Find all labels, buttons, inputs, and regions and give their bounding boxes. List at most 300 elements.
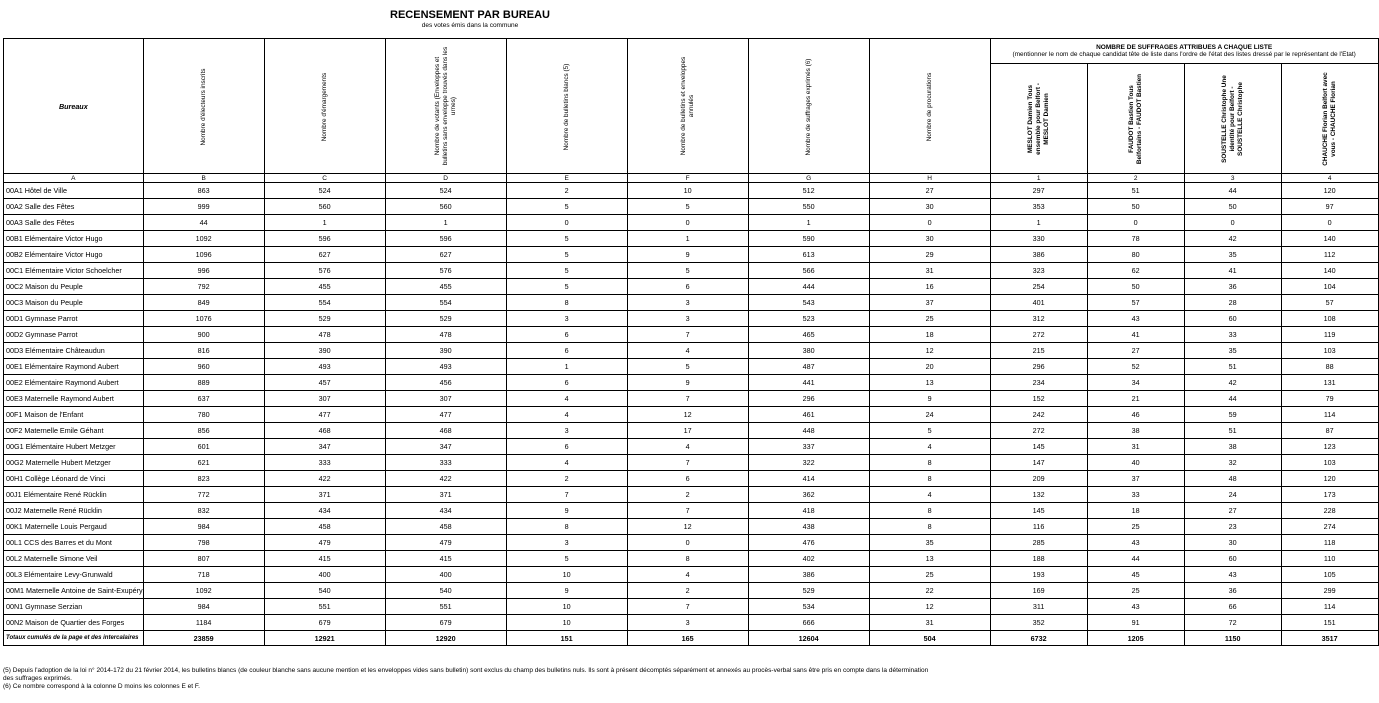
total-value: 12920 [385, 631, 506, 646]
cell-value: 41 [1087, 327, 1184, 343]
cell-value: 32 [1184, 455, 1281, 471]
cell-value: 234 [990, 375, 1087, 391]
cell-value: 352 [990, 615, 1087, 631]
total-value: 12921 [264, 631, 385, 646]
total-value: 12604 [748, 631, 869, 646]
cell-value: 114 [1281, 599, 1378, 615]
cell-value: 25 [869, 567, 990, 583]
cell-value: 402 [748, 551, 869, 567]
cell-value: 438 [748, 519, 869, 535]
cell-value: 832 [143, 503, 264, 519]
cell-value: 418 [748, 503, 869, 519]
cell-value: 540 [264, 583, 385, 599]
cell-value: 401 [990, 295, 1087, 311]
bureau-name: 00M1 Maternelle Antoine de Saint-Exupéry [4, 583, 144, 599]
cell-value: 415 [385, 551, 506, 567]
bureau-name: 00G2 Maternelle Hubert Metzger [4, 455, 144, 471]
cell-value: 529 [385, 311, 506, 327]
cell-value: 554 [264, 295, 385, 311]
column-letter: 2 [1087, 174, 1184, 183]
cell-value: 44 [1184, 391, 1281, 407]
cell-value: 60 [1184, 311, 1281, 327]
cell-value: 110 [1281, 551, 1378, 567]
cell-value: 43 [1087, 311, 1184, 327]
cell-value: 1 [990, 215, 1087, 231]
cell-value: 601 [143, 439, 264, 455]
total-value: 504 [869, 631, 990, 646]
cell-value: 188 [990, 551, 1087, 567]
cell-value: 8 [869, 471, 990, 487]
bureau-name: 00D1 Gymnase Parrot [4, 311, 144, 327]
cell-value: 43 [1087, 599, 1184, 615]
cell-value: 347 [385, 439, 506, 455]
cell-value: 1076 [143, 311, 264, 327]
total-label: Totaux cumulés de la page et des intercalaires [4, 631, 144, 646]
cell-value: 960 [143, 359, 264, 375]
cell-value: 512 [748, 183, 869, 199]
cell-value: 50 [1184, 199, 1281, 215]
cell-value: 12 [869, 599, 990, 615]
cell-value: 457 [264, 375, 385, 391]
cell-value: 371 [385, 487, 506, 503]
cell-value: 140 [1281, 263, 1378, 279]
cell-value: 468 [264, 423, 385, 439]
cell-value: 1092 [143, 231, 264, 247]
total-value: 1150 [1184, 631, 1281, 646]
cell-value: 5 [506, 551, 627, 567]
bureau-name: 00H1 Collège Léonard de Vinci [4, 471, 144, 487]
cell-value: 627 [264, 247, 385, 263]
bureau-name: 00L2 Maternelle Simone Veil [4, 551, 144, 567]
cell-value: 228 [1281, 503, 1378, 519]
cell-value: 30 [869, 199, 990, 215]
cell-value: 272 [990, 327, 1087, 343]
cell-value: 123 [1281, 439, 1378, 455]
cell-value: 414 [748, 471, 869, 487]
cell-value: 534 [748, 599, 869, 615]
cell-value: 823 [143, 471, 264, 487]
cell-value: 6 [627, 471, 748, 487]
cell-value: 120 [1281, 471, 1378, 487]
cell-value: 390 [385, 343, 506, 359]
cell-value: 323 [990, 263, 1087, 279]
cell-value: 524 [385, 183, 506, 199]
bureau-name: 00A1 Hôtel de Ville [4, 183, 144, 199]
cell-value: 10 [506, 615, 627, 631]
cell-value: 37 [1087, 471, 1184, 487]
cell-value: 272 [990, 423, 1087, 439]
cell-value: 8 [869, 455, 990, 471]
bureau-name: 00F2 Maternelle Emile Géhant [4, 423, 144, 439]
cell-value: 386 [990, 247, 1087, 263]
cell-value: 44 [1184, 183, 1281, 199]
cell-value: 362 [748, 487, 869, 503]
total-value: 165 [627, 631, 748, 646]
cell-value: 10 [627, 183, 748, 199]
cell-value: 863 [143, 183, 264, 199]
cell-value: 140 [1281, 231, 1378, 247]
cell-value: 679 [264, 615, 385, 631]
cell-value: 4 [506, 407, 627, 423]
lists-title: NOMBRE DE SUFFRAGES ATTRIBUES A CHAQUE LISTE [1096, 44, 1273, 52]
cell-value: 448 [748, 423, 869, 439]
table-row [4, 295, 1379, 311]
footnotes [3, 667, 933, 691]
cell-value: 560 [264, 199, 385, 215]
cell-value: 596 [385, 231, 506, 247]
cell-value: 131 [1281, 375, 1378, 391]
cell-value: 87 [1281, 423, 1378, 439]
cell-value: 38 [1184, 439, 1281, 455]
cell-value: 30 [1184, 535, 1281, 551]
cell-value: 422 [264, 471, 385, 487]
cell-value: 91 [1087, 615, 1184, 631]
document-subtitle: des votes émis dans la commune [421, 22, 519, 29]
cell-value: 0 [627, 215, 748, 231]
cell-value: 422 [385, 471, 506, 487]
cell-value: 120 [1281, 183, 1378, 199]
cell-value: 147 [990, 455, 1087, 471]
cell-value: 718 [143, 567, 264, 583]
total-value: 3517 [1281, 631, 1378, 646]
cell-value: 3 [506, 311, 627, 327]
cell-value: 1 [385, 215, 506, 231]
cell-value: 43 [1184, 567, 1281, 583]
cell-value: 780 [143, 407, 264, 423]
column-letter: A [4, 174, 144, 183]
cell-value: 145 [990, 503, 1087, 519]
cell-value: 576 [385, 263, 506, 279]
cell-value: 4 [627, 439, 748, 455]
cell-value: 3 [627, 295, 748, 311]
cell-value: 9 [506, 503, 627, 519]
cell-value: 299 [1281, 583, 1378, 599]
cell-value: 13 [869, 551, 990, 567]
bureau-name: 00J1 Elémentaire René Rücklin [4, 487, 144, 503]
cell-value: 996 [143, 263, 264, 279]
bureaux-header: Bureaux [4, 39, 144, 174]
cell-value: 5 [627, 263, 748, 279]
cell-value: 30 [869, 231, 990, 247]
cell-value: 51 [1184, 423, 1281, 439]
col-header-inscrits: Nombre d'électeurs inscrits [143, 39, 264, 174]
cell-value: 3 [506, 535, 627, 551]
cell-value: 5 [506, 247, 627, 263]
table-row [4, 487, 1379, 503]
cell-value: 798 [143, 535, 264, 551]
cell-value: 307 [264, 391, 385, 407]
column-letter: B [143, 174, 264, 183]
cell-value: 42 [1184, 231, 1281, 247]
cell-value: 566 [748, 263, 869, 279]
cell-value: 353 [990, 199, 1087, 215]
cell-value: 400 [385, 567, 506, 583]
table-row [4, 439, 1379, 455]
cell-value: 59 [1184, 407, 1281, 423]
cell-value: 21 [1087, 391, 1184, 407]
table-row [4, 551, 1379, 567]
cell-value: 169 [990, 583, 1087, 599]
bureau-name: 00D3 Elémentaire Châteaudun [4, 343, 144, 359]
cell-value: 6 [506, 343, 627, 359]
cell-value: 551 [385, 599, 506, 615]
cell-value: 132 [990, 487, 1087, 503]
table-row [4, 503, 1379, 519]
cell-value: 666 [748, 615, 869, 631]
cell-value: 0 [1184, 215, 1281, 231]
cell-value: 5 [506, 263, 627, 279]
bureau-name: 00D2 Gymnase Parrot [4, 327, 144, 343]
cell-value: 2 [506, 183, 627, 199]
total-value: 23859 [143, 631, 264, 646]
cell-value: 816 [143, 343, 264, 359]
cell-value: 80 [1087, 247, 1184, 263]
total-value: 1205 [1087, 631, 1184, 646]
cell-value: 400 [264, 567, 385, 583]
cell-value: 529 [748, 583, 869, 599]
column-letter: 3 [1184, 174, 1281, 183]
cell-value: 45 [1087, 567, 1184, 583]
cell-value: 62 [1087, 263, 1184, 279]
cell-value: 1 [627, 231, 748, 247]
cell-value: 0 [627, 535, 748, 551]
bureau-name: 00L3 Elémentaire Levy-Grunwald [4, 567, 144, 583]
cell-value: 478 [385, 327, 506, 343]
column-letter: C [264, 174, 385, 183]
cell-value: 3 [506, 423, 627, 439]
cell-value: 455 [264, 279, 385, 295]
cell-value: 1184 [143, 615, 264, 631]
cell-value: 6 [506, 375, 627, 391]
column-letter: F [627, 174, 748, 183]
cell-value: 7 [627, 599, 748, 615]
cell-value: 34 [1087, 375, 1184, 391]
cell-value: 8 [506, 519, 627, 535]
cell-value: 5 [506, 199, 627, 215]
col-header-blancs: Nombre de bulletins blancs (5) [506, 39, 627, 174]
cell-value: 296 [990, 359, 1087, 375]
cell-value: 5 [506, 231, 627, 247]
table-row [4, 199, 1379, 215]
cell-value: 25 [869, 311, 990, 327]
cell-value: 468 [385, 423, 506, 439]
cell-value: 444 [748, 279, 869, 295]
cell-value: 434 [264, 503, 385, 519]
table-row [4, 599, 1379, 615]
bureau-name: 00C1 Elémentaire Victor Schoelcher [4, 263, 144, 279]
cell-value: 51 [1184, 359, 1281, 375]
cell-value: 2 [506, 471, 627, 487]
bureau-name: 00N2 Maison de Quartier des Forges [4, 615, 144, 631]
cell-value: 849 [143, 295, 264, 311]
cell-value: 35 [869, 535, 990, 551]
cell-value: 274 [1281, 519, 1378, 535]
cell-value: 44 [143, 215, 264, 231]
table-row [4, 183, 1379, 199]
cell-value: 4 [627, 343, 748, 359]
table-row [4, 263, 1379, 279]
cell-value: 371 [264, 487, 385, 503]
cell-value: 458 [385, 519, 506, 535]
cell-value: 679 [385, 615, 506, 631]
cell-value: 36 [1184, 583, 1281, 599]
bureau-name: 00J2 Maternelle René Rücklin [4, 503, 144, 519]
cell-value: 22 [869, 583, 990, 599]
cell-value: 523 [748, 311, 869, 327]
cell-value: 46 [1087, 407, 1184, 423]
cell-value: 24 [869, 407, 990, 423]
bureau-name: 00L1 CCS des Barres et du Mont [4, 535, 144, 551]
bureau-name: 00B1 Elémentaire Victor Hugo [4, 231, 144, 247]
cell-value: 24 [1184, 487, 1281, 503]
bureau-name: 00K1 Maternelle Louis Pergaud [4, 519, 144, 535]
table-row [4, 519, 1379, 535]
cell-value: 27 [869, 183, 990, 199]
cell-value: 524 [264, 183, 385, 199]
cell-value: 35 [1184, 343, 1281, 359]
bureau-name: 00A3 Salle des Fêtes [4, 215, 144, 231]
cell-value: 44 [1087, 551, 1184, 567]
cell-value: 97 [1281, 199, 1378, 215]
cell-value: 984 [143, 599, 264, 615]
cell-value: 0 [869, 215, 990, 231]
col-header-annules: Nombre de bulletins et enveloppes annulés [627, 39, 748, 174]
cell-value: 297 [990, 183, 1087, 199]
cell-value: 477 [264, 407, 385, 423]
cell-value: 103 [1281, 455, 1378, 471]
cell-value: 476 [748, 535, 869, 551]
cell-value: 57 [1087, 295, 1184, 311]
cell-value: 48 [1184, 471, 1281, 487]
cell-value: 333 [264, 455, 385, 471]
bureau-name: 00B2 Elémentaire Victor Hugo [4, 247, 144, 263]
cell-value: 254 [990, 279, 1087, 295]
candidate-header-3: SOUSTELLE Christophe Une identité pour Belfort - SOUSTELLE Christophe [1184, 64, 1281, 174]
col-header-exprimes: Nombre de suffrages exprimés (6) [748, 39, 869, 174]
bureau-name: 00C3 Maison du Peuple [4, 295, 144, 311]
cell-value: 590 [748, 231, 869, 247]
cell-value: 2 [627, 487, 748, 503]
cell-value: 493 [264, 359, 385, 375]
cell-value: 18 [869, 327, 990, 343]
cell-value: 12 [869, 343, 990, 359]
cell-value: 33 [1087, 487, 1184, 503]
cell-value: 333 [385, 455, 506, 471]
cell-value: 52 [1087, 359, 1184, 375]
cell-value: 173 [1281, 487, 1378, 503]
cell-value: 38 [1087, 423, 1184, 439]
cell-value: 35 [1184, 247, 1281, 263]
document-title: RECENSEMENT PAR BUREAU [390, 9, 550, 21]
cell-value: 209 [990, 471, 1087, 487]
cell-value: 114 [1281, 407, 1378, 423]
cell-value: 5 [627, 359, 748, 375]
cell-value: 999 [143, 199, 264, 215]
cell-value: 311 [990, 599, 1087, 615]
cell-value: 596 [264, 231, 385, 247]
column-letter: 4 [1281, 174, 1378, 183]
cell-value: 10 [506, 599, 627, 615]
cell-value: 88 [1281, 359, 1378, 375]
cell-value: 18 [1087, 503, 1184, 519]
table-row [4, 247, 1379, 263]
cell-value: 458 [264, 519, 385, 535]
cell-value: 479 [385, 535, 506, 551]
cell-value: 889 [143, 375, 264, 391]
cell-value: 242 [990, 407, 1087, 423]
bureau-name: 00A2 Salle des Fêtes [4, 199, 144, 215]
cell-value: 112 [1281, 247, 1378, 263]
cell-value: 50 [1087, 279, 1184, 295]
cell-value: 31 [869, 615, 990, 631]
footnote-6: (6) Ce nombre correspond à la colonne D moins les colonnes E et F. [3, 683, 200, 690]
cell-value: 1 [506, 359, 627, 375]
lists-subtitle: (mentionner le nom de chaque candidat tête de liste dans l'ordre de l'état des listes dressé par le représentant de l'Etat) [1012, 51, 1356, 59]
cell-value: 57 [1281, 295, 1378, 311]
cell-value: 312 [990, 311, 1087, 327]
cell-value: 330 [990, 231, 1087, 247]
cell-value: 540 [385, 583, 506, 599]
cell-value: 193 [990, 567, 1087, 583]
table-row [4, 215, 1379, 231]
candidate-header-4: CHAUCHE Florian Belfort avec vous - CHAUCHE Florian [1281, 64, 1378, 174]
cell-value: 145 [990, 439, 1087, 455]
cell-value: 51 [1087, 183, 1184, 199]
cell-value: 105 [1281, 567, 1378, 583]
cell-value: 6 [506, 439, 627, 455]
cell-value: 5 [627, 199, 748, 215]
total-row [4, 631, 1379, 646]
column-letter: H [869, 174, 990, 183]
cell-value: 0 [1281, 215, 1378, 231]
bureau-name: 00E3 Maternelle Raymond Aubert [4, 391, 144, 407]
cell-value: 31 [1087, 439, 1184, 455]
cell-value: 27 [1087, 343, 1184, 359]
cell-value: 103 [1281, 343, 1378, 359]
table-row [4, 455, 1379, 471]
cell-value: 29 [869, 247, 990, 263]
cell-value: 37 [869, 295, 990, 311]
cell-value: 560 [385, 199, 506, 215]
cell-value: 856 [143, 423, 264, 439]
table-row [4, 423, 1379, 439]
cell-value: 6 [506, 327, 627, 343]
cell-value: 554 [385, 295, 506, 311]
cell-value: 1 [748, 215, 869, 231]
cell-value: 151 [1281, 615, 1378, 631]
cell-value: 20 [869, 359, 990, 375]
col-header-emargements: Nombre d'émargements [264, 39, 385, 174]
cell-value: 1 [264, 215, 385, 231]
cell-value: 152 [990, 391, 1087, 407]
cell-value: 33 [1184, 327, 1281, 343]
cell-value: 477 [385, 407, 506, 423]
total-value: 6732 [990, 631, 1087, 646]
cell-value: 479 [264, 535, 385, 551]
table-row [4, 391, 1379, 407]
cell-value: 0 [506, 215, 627, 231]
cell-value: 118 [1281, 535, 1378, 551]
cell-value: 337 [748, 439, 869, 455]
bureau-name: 00C2 Maison du Peuple [4, 279, 144, 295]
cell-value: 17 [627, 423, 748, 439]
cell-value: 984 [143, 519, 264, 535]
cell-value: 5 [506, 279, 627, 295]
cell-value: 5 [869, 423, 990, 439]
cell-value: 42 [1184, 375, 1281, 391]
table-row [4, 567, 1379, 583]
table-row [4, 311, 1379, 327]
